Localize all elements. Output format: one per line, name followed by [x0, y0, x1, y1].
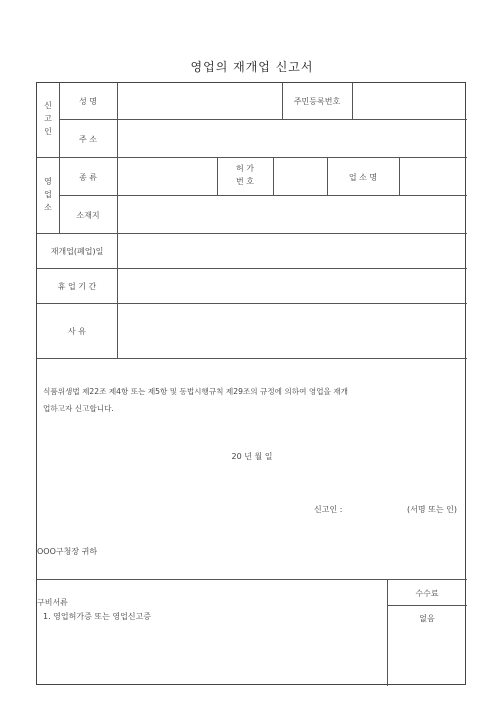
documents-item-1: 1. 영업허가증 또는 영업신고증 — [43, 612, 151, 621]
fee-label: 수수료 — [415, 589, 439, 598]
business-group-label: 영 업 소 — [44, 177, 52, 212]
documents-heading: 구비서류 — [37, 598, 68, 607]
statement — [43, 383, 443, 417]
applicant-group-label: 신 고 인 — [44, 101, 52, 136]
reopen-date-label: 재개업(폐업)일 — [50, 247, 104, 256]
date-line: 20 년 월 일 — [231, 452, 273, 461]
reason-label: 사 유 — [68, 327, 86, 336]
business-type-label: 종 류 — [79, 173, 97, 182]
license-number-label: 허 가 번 호 — [236, 164, 254, 186]
business-name-label: 업 소 명 — [348, 173, 378, 182]
address-label: 주 소 — [79, 135, 97, 144]
fee-value: 없음 — [419, 614, 435, 623]
name-label: 성 명 — [79, 97, 97, 106]
recipient: OOO구청장 귀하 — [37, 547, 98, 556]
statement-line-1: 식품위생법 제22조 제4항 또는 제5항 및 동법시행규칙 제29조의 규정에 의하여 영업을 재개 — [43, 387, 348, 396]
location-label: 소재지 — [76, 211, 100, 220]
resident-id-label: 주민등록번호 — [293, 97, 341, 106]
signature-note: (서명 또는 인) — [407, 505, 457, 514]
closure-period-label: 휴 업 기 간 — [57, 282, 97, 291]
report-form — [36, 82, 466, 685]
page-title: 영업의 재개업 신고서 — [190, 60, 314, 74]
signer-label: 신고인 : — [314, 505, 343, 514]
statement-line-2: 업하고자 신고합니다. — [43, 404, 114, 413]
